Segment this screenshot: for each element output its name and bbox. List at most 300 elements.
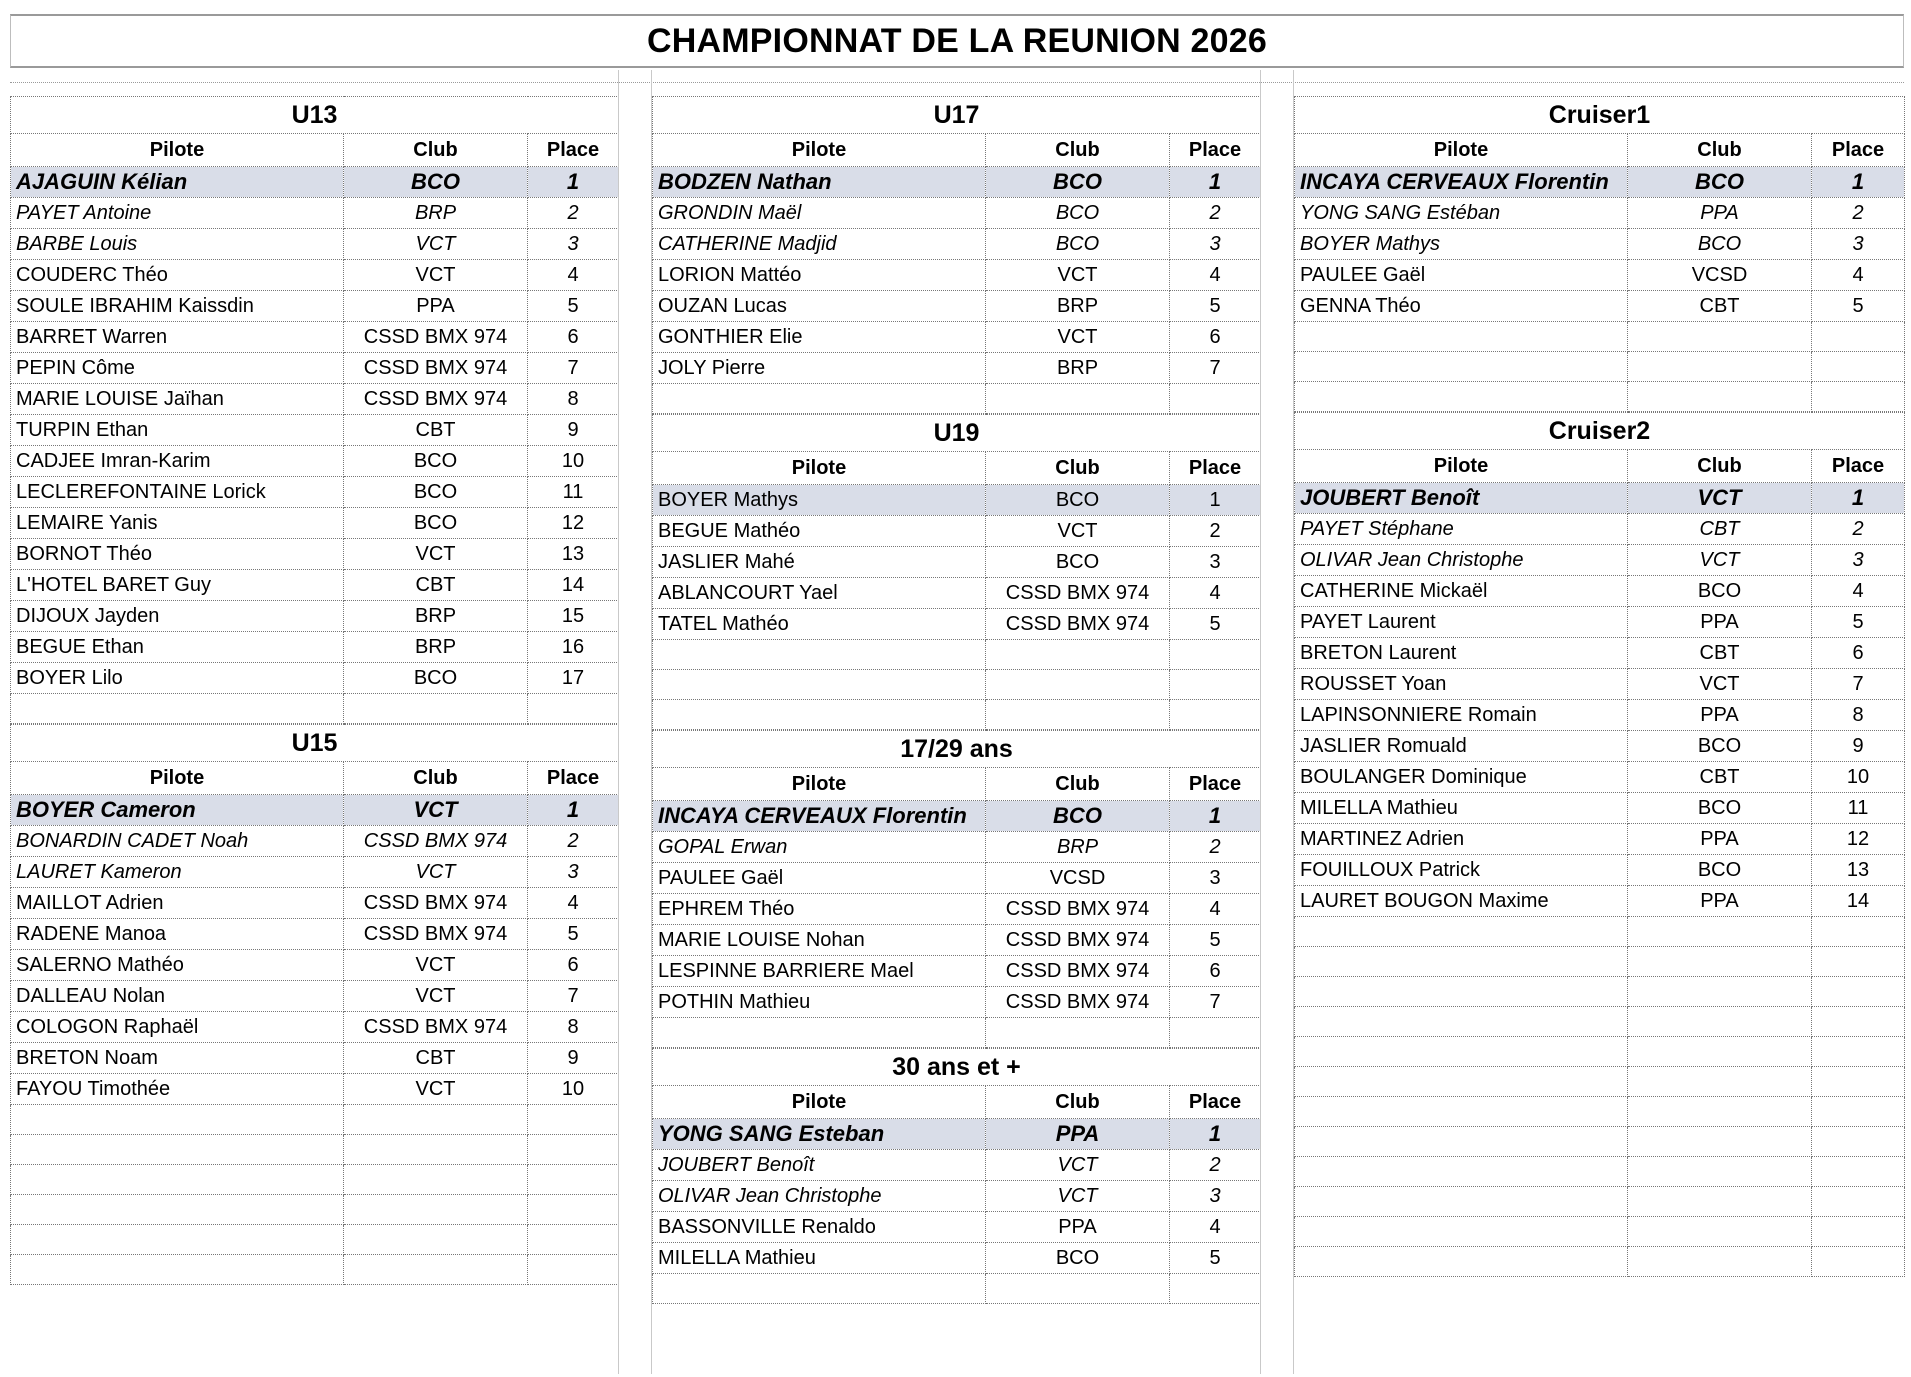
table-row: [11, 353, 619, 384]
club-cell: PPA: [1628, 198, 1812, 229]
empty-cell: [528, 1165, 619, 1195]
table-row: [653, 1243, 1261, 1274]
table-row: [653, 609, 1261, 640]
club-cell: CBT: [344, 1043, 528, 1074]
empty-cell: [1812, 322, 1905, 352]
pilote-cell: PAYET Stéphane: [1295, 514, 1628, 545]
club-cell: CSSD BMX 974: [344, 384, 528, 415]
header-club: Club: [1628, 134, 1812, 167]
pilote-cell: BEGUE Mathéo: [653, 516, 986, 547]
place-cell: 6: [528, 950, 619, 981]
column-divider: [618, 96, 652, 1374]
pilote-cell: BOYER Cameron: [11, 795, 344, 826]
empty-row: [1295, 1127, 1905, 1157]
club-cell: VCT: [344, 539, 528, 570]
empty-cell: [344, 1105, 528, 1135]
place-cell: 4: [1170, 260, 1261, 291]
table-row: [653, 578, 1261, 609]
place-cell: 13: [1812, 855, 1905, 886]
empty-cell: [1628, 1067, 1812, 1097]
pilote-cell: INCAYA CERVEAUX Florentin: [653, 801, 986, 832]
table-row: [11, 601, 619, 632]
table-row: [1295, 638, 1905, 669]
empty-row: [653, 670, 1261, 700]
club-cell: VCT: [986, 260, 1170, 291]
header-place: Place: [1170, 768, 1261, 801]
club-cell: CBT: [344, 570, 528, 601]
table-row: [11, 167, 619, 198]
place-cell: 7: [1170, 353, 1261, 384]
club-cell: VCT: [986, 1181, 1170, 1212]
club-cell: CSSD BMX 974: [986, 578, 1170, 609]
empty-cell: [11, 1165, 344, 1195]
header-club: Club: [986, 1086, 1170, 1119]
empty-cell: [344, 1135, 528, 1165]
table-row: [11, 415, 619, 446]
table-row: [653, 353, 1261, 384]
place-cell: 3: [528, 857, 619, 888]
club-cell: BCO: [986, 485, 1170, 516]
empty-cell: [1295, 1127, 1628, 1157]
table-row: [11, 1012, 619, 1043]
club-cell: VCT: [344, 950, 528, 981]
empty-cell: [653, 640, 986, 670]
table-row: [1295, 855, 1905, 886]
pilote-cell: BOYER Lilo: [11, 663, 344, 694]
pilote-cell: MARIE LOUISE Jaïhan: [11, 384, 344, 415]
header-place: Place: [1812, 450, 1905, 483]
club-cell: BCO: [344, 167, 528, 198]
table-row: [11, 857, 619, 888]
empty-cell: [11, 1135, 344, 1165]
table-row: [653, 1212, 1261, 1243]
pilote-cell: CADJEE Imran-Karim: [11, 446, 344, 477]
pilote-cell: CATHERINE Madjid: [653, 229, 986, 260]
header-place: Place: [528, 762, 619, 795]
empty-row: [1295, 1067, 1905, 1097]
empty-cell: [1812, 1127, 1905, 1157]
empty-row: [1295, 1217, 1905, 1247]
place-cell: 6: [1812, 638, 1905, 669]
empty-cell: [1295, 1067, 1628, 1097]
empty-row: [1295, 977, 1905, 1007]
place-cell: 2: [1170, 832, 1261, 863]
header-place: Place: [528, 134, 619, 167]
spacer-row: [10, 82, 1904, 83]
pilote-cell: FOUILLOUX Patrick: [1295, 855, 1628, 886]
spreadsheet: [10, 14, 1904, 1374]
empty-cell: [1628, 1127, 1812, 1157]
empty-row: [11, 1255, 619, 1285]
pilote-cell: LESPINNE BARRIERE Mael: [653, 956, 986, 987]
club-cell: PPA: [986, 1119, 1170, 1150]
empty-row: [11, 694, 619, 724]
table-row: [11, 826, 619, 857]
table-row: [653, 925, 1261, 956]
club-cell: VCT: [1628, 669, 1812, 700]
table-row: [653, 1150, 1261, 1181]
table-row: [653, 516, 1261, 547]
table-row: [11, 663, 619, 694]
table-row: [11, 539, 619, 570]
place-cell: 3: [1170, 863, 1261, 894]
club-cell: CBT: [344, 415, 528, 446]
club-cell: VCSD: [986, 863, 1170, 894]
club-cell: CSSD BMX 974: [986, 956, 1170, 987]
category-table: [10, 724, 619, 1285]
header-pilote: Pilote: [653, 768, 986, 801]
pilote-cell: JASLIER Mahé: [653, 547, 986, 578]
empty-cell: [528, 1135, 619, 1165]
club-cell: VCT: [344, 795, 528, 826]
category-table: [652, 730, 1261, 1048]
place-cell: 8: [1812, 700, 1905, 731]
place-cell: 12: [1812, 824, 1905, 855]
table-row: [11, 919, 619, 950]
empty-cell: [1812, 382, 1905, 412]
pilote-cell: LECLEREFONTAINE Lorick: [11, 477, 344, 508]
pilote-cell: OLIVAR Jean Christophe: [1295, 545, 1628, 576]
empty-cell: [528, 1255, 619, 1285]
empty-row: [1295, 382, 1905, 412]
table-row: [653, 987, 1261, 1018]
empty-cell: [1170, 1274, 1261, 1304]
club-cell: CBT: [1628, 291, 1812, 322]
empty-cell: [1812, 1007, 1905, 1037]
empty-cell: [1812, 1247, 1905, 1277]
empty-row: [653, 384, 1261, 414]
category-table: [652, 1048, 1261, 1304]
place-cell: 5: [1170, 1243, 1261, 1274]
place-cell: 11: [1812, 793, 1905, 824]
table-row: [653, 547, 1261, 578]
place-cell: 11: [528, 477, 619, 508]
header-pilote: Pilote: [653, 134, 986, 167]
header-place: Place: [1812, 134, 1905, 167]
category-title-row: [653, 731, 1261, 768]
table-row: [11, 384, 619, 415]
place-cell: 4: [1812, 576, 1905, 607]
empty-cell: [1295, 322, 1628, 352]
club-cell: VCT: [344, 857, 528, 888]
empty-cell: [1295, 1157, 1628, 1187]
column-header-row: [653, 134, 1261, 167]
empty-row: [1295, 352, 1905, 382]
pilote-cell: LEMAIRE Yanis: [11, 508, 344, 539]
place-cell: 10: [528, 1074, 619, 1105]
column-header-row: [11, 762, 619, 795]
pilote-cell: BARRET Warren: [11, 322, 344, 353]
header-club: Club: [986, 452, 1170, 485]
table-row: [11, 508, 619, 539]
table-row: [11, 198, 619, 229]
category-title: U19: [653, 415, 1261, 452]
pilote-cell: PAYET Antoine: [11, 198, 344, 229]
table-row: [11, 322, 619, 353]
header-club: Club: [344, 134, 528, 167]
place-cell: 5: [528, 291, 619, 322]
empty-row: [11, 1165, 619, 1195]
place-cell: 1: [1170, 485, 1261, 516]
empty-cell: [653, 700, 986, 730]
category-table: [652, 414, 1261, 730]
pilote-cell: EPHREM Théo: [653, 894, 986, 925]
place-cell: 4: [528, 888, 619, 919]
empty-cell: [1628, 977, 1812, 1007]
table-row: [1295, 291, 1905, 322]
header-pilote: Pilote: [653, 452, 986, 485]
empty-row: [1295, 917, 1905, 947]
empty-cell: [11, 694, 344, 724]
empty-cell: [1295, 1247, 1628, 1277]
pilote-cell: LAURET Kameron: [11, 857, 344, 888]
pilote-cell: BARBE Louis: [11, 229, 344, 260]
table-row: [11, 446, 619, 477]
empty-cell: [1628, 1097, 1812, 1127]
pilote-cell: TURPIN Ethan: [11, 415, 344, 446]
pilote-cell: BOYER Mathys: [653, 485, 986, 516]
category-title: Cruiser1: [1295, 97, 1905, 134]
empty-cell: [1812, 1067, 1905, 1097]
table-row: [11, 1074, 619, 1105]
club-cell: CSSD BMX 974: [344, 888, 528, 919]
place-cell: 7: [528, 353, 619, 384]
pilote-cell: JOUBERT Benoît: [1295, 483, 1628, 514]
pilote-cell: ABLANCOURT Yael: [653, 578, 986, 609]
empty-cell: [1295, 1097, 1628, 1127]
pilote-cell: RADENE Manoa: [11, 919, 344, 950]
place-cell: 15: [528, 601, 619, 632]
table-row: [1295, 260, 1905, 291]
table-row: [653, 260, 1261, 291]
place-cell: 4: [1812, 260, 1905, 291]
club-cell: PPA: [1628, 886, 1812, 917]
place-cell: 3: [1170, 229, 1261, 260]
place-cell: 4: [528, 260, 619, 291]
place-cell: 3: [1812, 545, 1905, 576]
club-cell: BCO: [1628, 229, 1812, 260]
pilote-cell: ROUSSET Yoan: [1295, 669, 1628, 700]
empty-row: [11, 1225, 619, 1255]
empty-row: [1295, 1157, 1905, 1187]
club-cell: BCO: [986, 1243, 1170, 1274]
club-cell: BCO: [986, 198, 1170, 229]
pilote-cell: MARIE LOUISE Nohan: [653, 925, 986, 956]
club-cell: VCT: [344, 981, 528, 1012]
column-divider: [1260, 96, 1294, 1374]
header-place: Place: [1170, 1086, 1261, 1119]
empty-cell: [11, 1105, 344, 1135]
spacer-column-divider: [1260, 70, 1294, 96]
place-cell: 6: [1170, 956, 1261, 987]
club-cell: BRP: [344, 601, 528, 632]
club-cell: CSSD BMX 974: [344, 1012, 528, 1043]
header-pilote: Pilote: [11, 134, 344, 167]
category-title-row: [11, 725, 619, 762]
category-title-row: [653, 1049, 1261, 1086]
club-cell: VCT: [344, 1074, 528, 1105]
club-cell: VCT: [344, 229, 528, 260]
club-cell: BRP: [344, 632, 528, 663]
table-row: [1295, 700, 1905, 731]
category-title-row: [11, 97, 619, 134]
empty-cell: [986, 1274, 1170, 1304]
pilote-cell: L'HOTEL BARET Guy: [11, 570, 344, 601]
table-row: [1295, 824, 1905, 855]
table-row: [11, 570, 619, 601]
table-row: [11, 229, 619, 260]
table-row: [11, 632, 619, 663]
empty-row: [1295, 1007, 1905, 1037]
table-row: [11, 795, 619, 826]
place-cell: 8: [528, 384, 619, 415]
club-cell: CBT: [1628, 514, 1812, 545]
empty-cell: [1295, 1217, 1628, 1247]
pilote-cell: BORNOT Théo: [11, 539, 344, 570]
category-title: U17: [653, 97, 1261, 134]
empty-cell: [11, 1255, 344, 1285]
pilote-cell: LAPINSONNIERE Romain: [1295, 700, 1628, 731]
pilote-cell: MILELLA Mathieu: [653, 1243, 986, 1274]
header-pilote: Pilote: [1295, 450, 1628, 483]
pilote-cell: OLIVAR Jean Christophe: [653, 1181, 986, 1212]
place-cell: 9: [1812, 731, 1905, 762]
place-cell: 6: [1170, 322, 1261, 353]
place-cell: 16: [528, 632, 619, 663]
table-row: [11, 477, 619, 508]
place-cell: 5: [528, 919, 619, 950]
table-row: [653, 1181, 1261, 1212]
empty-cell: [1812, 352, 1905, 382]
table-row: [653, 229, 1261, 260]
pilote-cell: COUDERC Théo: [11, 260, 344, 291]
table-row: [1295, 229, 1905, 260]
category-title: U15: [11, 725, 619, 762]
club-cell: CSSD BMX 974: [986, 894, 1170, 925]
place-cell: 4: [1170, 578, 1261, 609]
table-row: [653, 1119, 1261, 1150]
empty-cell: [344, 1255, 528, 1285]
empty-cell: [1295, 917, 1628, 947]
empty-cell: [1628, 1037, 1812, 1067]
empty-row: [1295, 947, 1905, 977]
category-title-row: [1295, 97, 1905, 134]
place-cell: 2: [1812, 198, 1905, 229]
empty-cell: [1295, 352, 1628, 382]
pilote-cell: BEGUE Ethan: [11, 632, 344, 663]
pilote-cell: JOUBERT Benoît: [653, 1150, 986, 1181]
club-cell: CSSD BMX 974: [344, 826, 528, 857]
empty-cell: [344, 694, 528, 724]
column-header-row: [1295, 134, 1905, 167]
empty-cell: [986, 700, 1170, 730]
empty-cell: [11, 1195, 344, 1225]
place-cell: 2: [528, 198, 619, 229]
empty-cell: [1812, 947, 1905, 977]
table-row: [11, 950, 619, 981]
club-cell: BCO: [986, 167, 1170, 198]
club-cell: BCO: [986, 229, 1170, 260]
column-header-row: [1295, 450, 1905, 483]
place-cell: 5: [1812, 607, 1905, 638]
pilote-cell: MILELLA Mathieu: [1295, 793, 1628, 824]
pilote-cell: TATEL Mathéo: [653, 609, 986, 640]
empty-cell: [1628, 322, 1812, 352]
empty-cell: [1295, 1037, 1628, 1067]
club-cell: BCO: [344, 446, 528, 477]
club-cell: CSSD BMX 974: [986, 987, 1170, 1018]
pilote-cell: YONG SANG Estéban: [1295, 198, 1628, 229]
empty-cell: [986, 670, 1170, 700]
empty-cell: [1170, 384, 1261, 414]
club-cell: CBT: [1628, 762, 1812, 793]
empty-cell: [1812, 1187, 1905, 1217]
club-cell: CSSD BMX 974: [986, 925, 1170, 956]
spacer-column-divider: [618, 70, 652, 96]
place-cell: 5: [1170, 291, 1261, 322]
club-cell: BCO: [344, 477, 528, 508]
club-cell: CSSD BMX 974: [344, 919, 528, 950]
club-cell: BCO: [986, 801, 1170, 832]
place-cell: 5: [1170, 609, 1261, 640]
place-cell: 4: [1170, 894, 1261, 925]
table-row: [11, 291, 619, 322]
pilote-cell: OUZAN Lucas: [653, 291, 986, 322]
empty-row: [11, 1195, 619, 1225]
empty-cell: [653, 384, 986, 414]
table-row: [653, 956, 1261, 987]
empty-row: [1295, 322, 1905, 352]
place-cell: 14: [528, 570, 619, 601]
place-cell: 1: [528, 795, 619, 826]
place-cell: 2: [1812, 514, 1905, 545]
header-club: Club: [1628, 450, 1812, 483]
empty-cell: [11, 1225, 344, 1255]
table-row: [11, 260, 619, 291]
place-cell: 1: [1170, 801, 1261, 832]
club-cell: BCO: [344, 508, 528, 539]
results-column-middle: [652, 96, 1260, 1304]
table-row: [1295, 669, 1905, 700]
column-header-row: [11, 134, 619, 167]
pilote-cell: BONARDIN CADET Noah: [11, 826, 344, 857]
empty-row: [653, 1018, 1261, 1048]
header-club: Club: [986, 768, 1170, 801]
pilote-cell: PAULEE Gaël: [653, 863, 986, 894]
place-cell: 7: [528, 981, 619, 1012]
table-row: [1295, 483, 1905, 514]
table-row: [653, 167, 1261, 198]
table-row: [1295, 576, 1905, 607]
empty-cell: [653, 670, 986, 700]
column-header-row: [653, 452, 1261, 485]
place-cell: 1: [1812, 167, 1905, 198]
empty-cell: [1812, 1217, 1905, 1247]
empty-cell: [986, 1018, 1170, 1048]
empty-cell: [1628, 382, 1812, 412]
table-row: [653, 894, 1261, 925]
place-cell: 12: [528, 508, 619, 539]
table-row: [11, 1043, 619, 1074]
category-title-row: [653, 97, 1261, 134]
empty-cell: [1628, 1157, 1812, 1187]
pilote-cell: LAURET BOUGON Maxime: [1295, 886, 1628, 917]
pilote-cell: GRONDIN Maël: [653, 198, 986, 229]
place-cell: 13: [528, 539, 619, 570]
empty-cell: [528, 1105, 619, 1135]
empty-cell: [986, 384, 1170, 414]
place-cell: 6: [528, 322, 619, 353]
